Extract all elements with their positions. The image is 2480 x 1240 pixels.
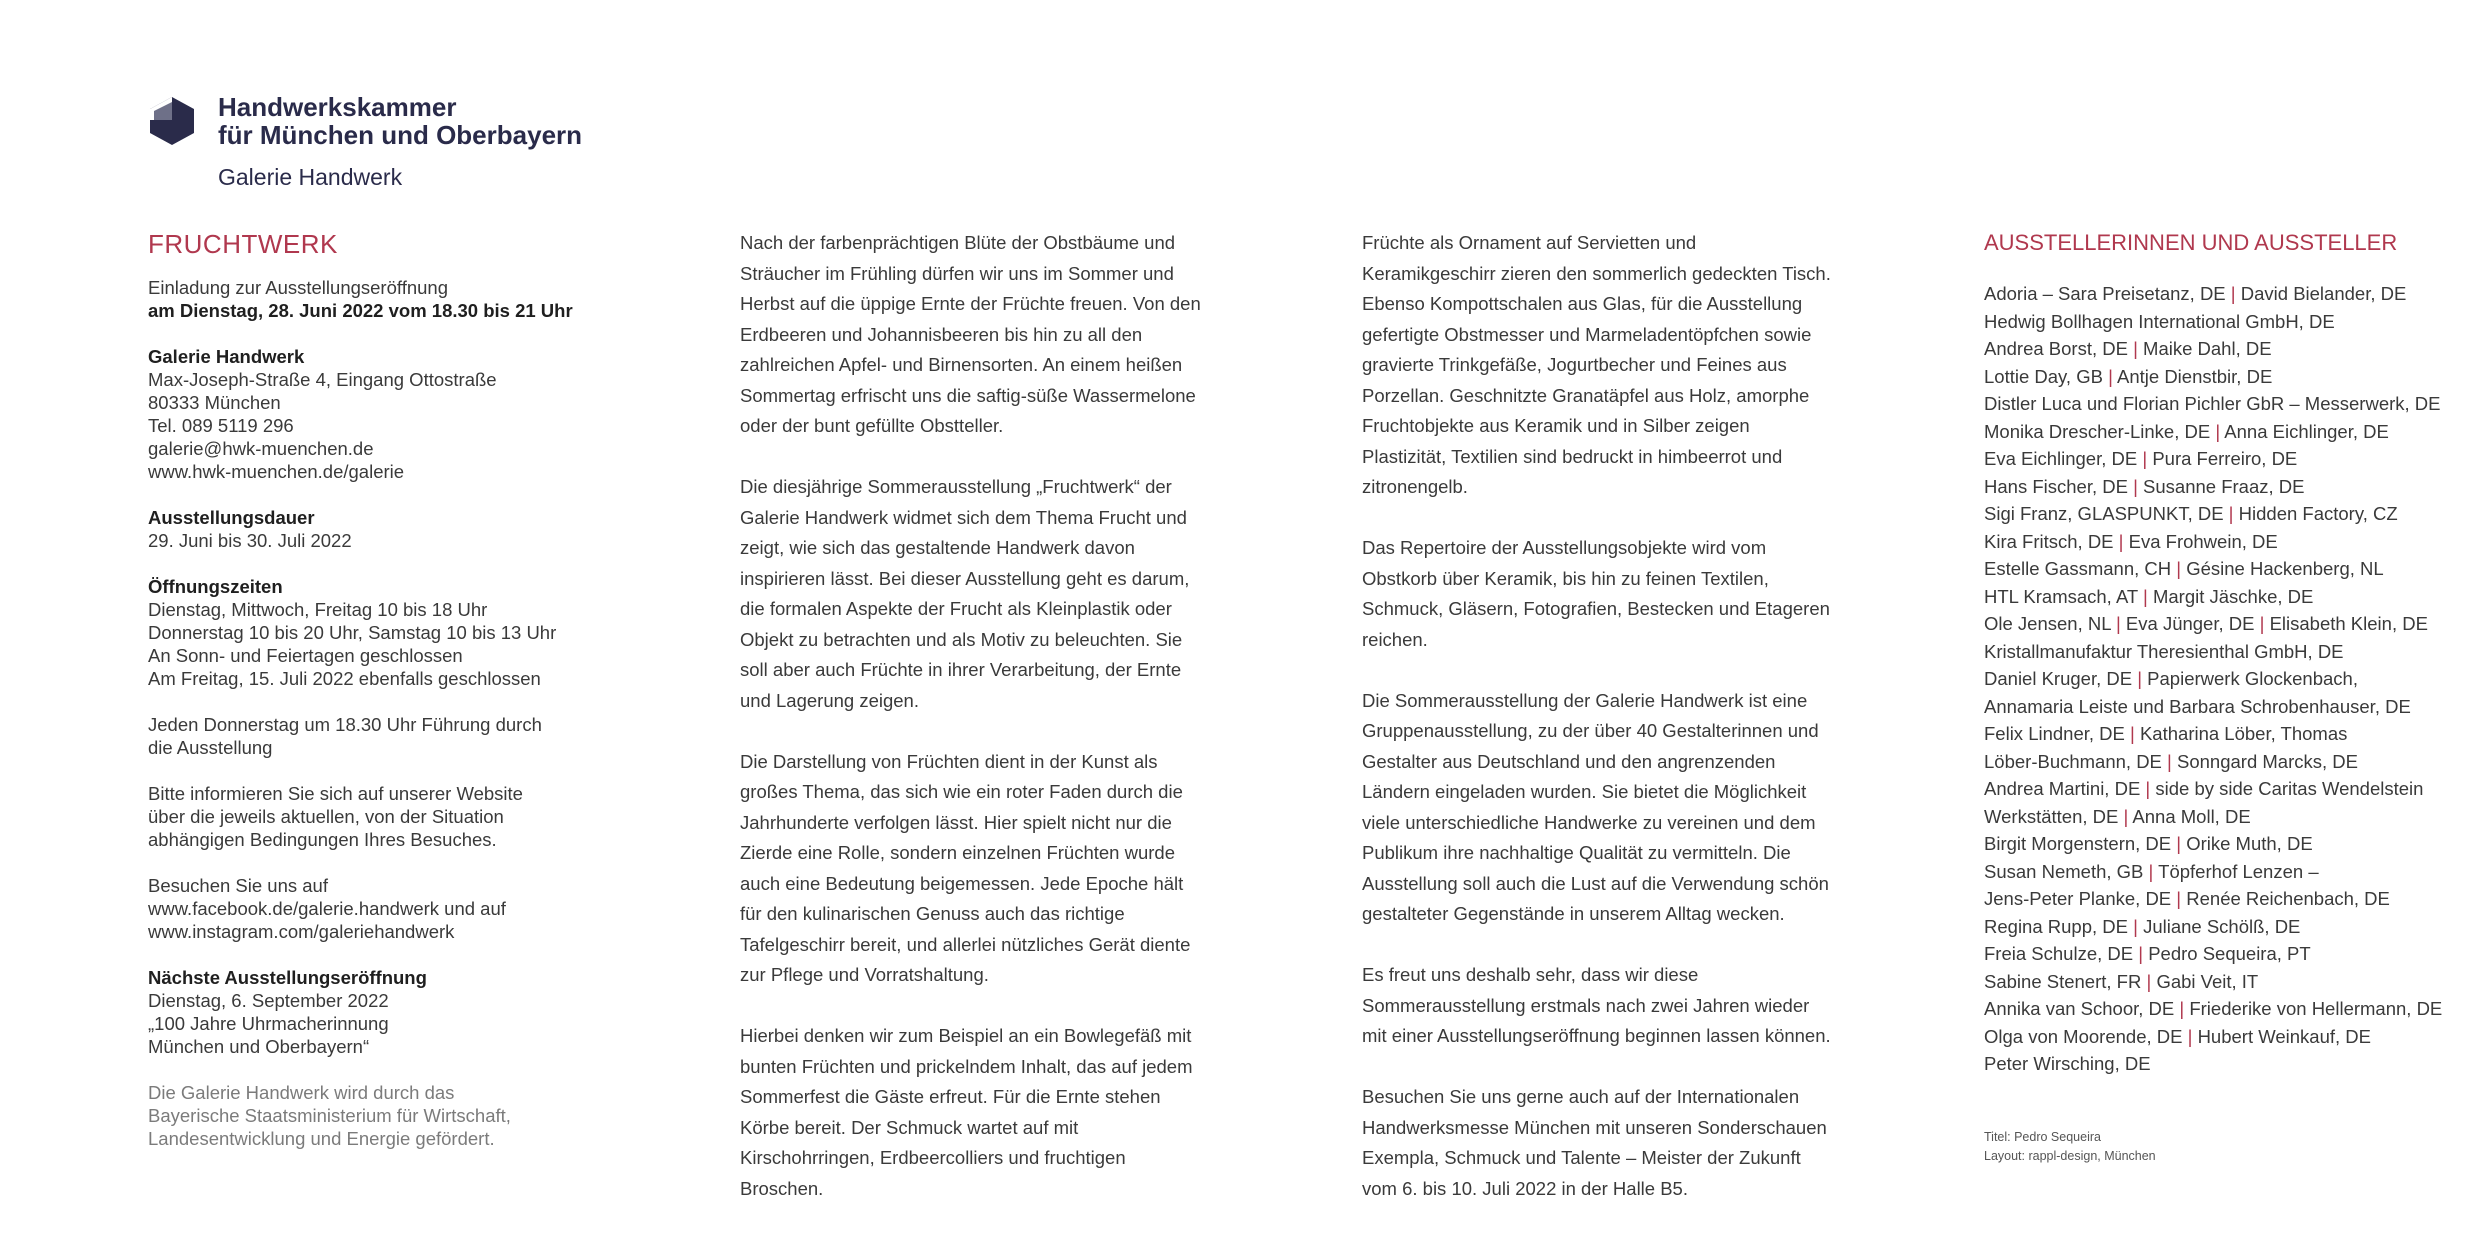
- exhibitor-line: [1984, 280, 2444, 308]
- exhibitor-name: Papierwerk Glockenbach,: [2147, 668, 2358, 689]
- exhibitor-line: [1984, 555, 2444, 583]
- exhibitor-line: [1984, 445, 2444, 473]
- separator: |: [2124, 723, 2140, 744]
- body-paragraph: Besuchen Sie uns gerne auch auf der Internationalen Handwerksmesse München mit unseren Sonderschauen Exempla, Schmuck und Talente – Meister der Zukunft vom 6. bis 10. Juli 2022 in der Halle B5.: [1362, 1086, 1827, 1199]
- tour-line: Jeden Donnerstag um 18.30 Uhr Führung durch: [148, 714, 542, 735]
- exhibitor-name: Elisabeth Klein, DE: [2269, 613, 2428, 634]
- body-paragraph: Früchte als Ornament auf Servietten und Keramikgeschirr zieren den sommerlich gedeckten Tisch. Ebenso Kompottschalen aus Glas, für die Ausstellung gefertigte Obstmesser und Marmeladentöpfchen sowie gravierte Trinkgefäße, Jogurtbecher und Feines aus Porzellan. Geschnitzte Granatäpfel aus Holz, amorphe Fruchtobjekte aus Keramik und in Silber zeigen Plastizität, Textilien sind bedruckt in himbeerrot und zitronengelb.: [1362, 232, 1831, 497]
- intro-text-column: [740, 228, 1210, 1235]
- separator: |: [2133, 943, 2149, 964]
- sponsor-line: Die Galerie Handwerk wird durch das: [148, 1082, 455, 1103]
- gallery-name: Galerie Handwerk: [218, 164, 403, 190]
- credit-line: Layout: rappl-design, München: [1984, 1149, 2156, 1163]
- body-paragraph: Das Repertoire der Ausstellungsobjekte wird vom Obstkorb über Keramik, bis hin zu feinen Textilen, Schmuck, Gläsern, Fotografien, Bestecken und Etageren reichen.: [1362, 537, 1830, 650]
- info-line: über die jeweils aktuellen, von der Situation: [148, 806, 504, 827]
- separator: |: [2132, 668, 2148, 689]
- separator: |: [2127, 338, 2144, 359]
- exhibitor-name: Andrea Martini, DE: [1984, 778, 2141, 799]
- exhibitor-line: [1984, 968, 2444, 996]
- venue-block: [148, 345, 568, 483]
- exhibitor-name: Margit Jäschke, DE: [2152, 585, 2314, 607]
- website: www.hwk-muenchen.de/galerie: [148, 461, 405, 482]
- exhibitor-line: [1984, 940, 2444, 968]
- hexagon-logo-icon: [148, 96, 196, 146]
- separator: |: [2225, 283, 2241, 304]
- exhibitor-name: side by side Caritas Wendelstein: [2155, 778, 2424, 799]
- phone: Tel. 089 5119 296: [148, 415, 294, 436]
- hours-line: Dienstag, Mittwoch, Freitag 10 bis 18 Uhr: [148, 599, 488, 620]
- exhibitor-name: Pura Ferreiro, DE: [2152, 448, 2298, 469]
- exhibitor-line: [1984, 830, 2444, 858]
- opening-date: am Dienstag, 28. Juni 2022 vom 18.30 bis 21 Uhr: [148, 300, 573, 321]
- exhibitor-name: Birgit Morgenstern, DE: [1984, 833, 2172, 854]
- exhibitor-line: [1984, 1050, 2444, 1078]
- separator: |: [2141, 970, 2157, 992]
- org-name-line1: Handwerkskammer: [218, 92, 457, 122]
- exhibitor-name: Gésine Hackenberg, NL: [2186, 558, 2384, 579]
- exhibitor-name: Juliane Schölß, DE: [2143, 915, 2301, 937]
- hours-line: Donnerstag 10 bis 20 Uhr, Samstag 10 bis 13 Uhr: [148, 622, 557, 643]
- exhibitor-line: [1984, 363, 2444, 391]
- exhibitor-name: Adoria – Sara Preisetanz, DE: [1984, 283, 2226, 304]
- exhibitor-name: Löber-Buchmann, DE: [1984, 750, 2162, 772]
- exhibitor-list: [1984, 280, 2444, 1078]
- exhibitor-name: Sigi Franz, GLASPUNKT, DE: [1984, 503, 2224, 524]
- exhibitor-name: Werkstätten, DE: [1984, 805, 2119, 827]
- exhibitor-name: Kira Fritsch, DE: [1984, 530, 2114, 552]
- body-paragraph: Es freut uns deshalb sehr, dass wir diese Sommerausstellung erstmals nach zwei Jahren wieder mit einer Ausstellungseröffnung beginnen lassen können.: [1362, 964, 1831, 1046]
- exhibitor-line: [1984, 913, 2444, 941]
- exhibitor-name: Sabine Stenert, FR: [1984, 970, 2142, 992]
- exhibitor-name: Felix Lindner, DE: [1984, 723, 2125, 744]
- body-paragraph: Die diesjährige Sommerausstellung „Fruchtwerk“ der Galerie Handwerk widmet sich dem Thema Frucht und zeigt, wie sich das gestaltende Handwerk davon inspirieren lässt. Bei dieser Ausstellung geht es darum, die formalen Aspekte der Frucht als Kleinplastik oder Objekt zu betrachten und als Motiv zu beleuchten. Sie soll aber auch Früchte in ihrer Verarbeitung, der Ernte und Lagerung zeigen.: [740, 476, 1190, 711]
- separator: |: [2102, 365, 2118, 387]
- exhibitor-line: [1984, 995, 2444, 1023]
- exhibitor-name: HTL Kramsach, AT: [1984, 585, 2138, 607]
- separator: |: [2127, 475, 2144, 497]
- sponsor-line: Bayerische Staatsministerium für Wirtschaft,: [148, 1105, 511, 1126]
- exhibitor-name: Pedro Sequeira, PT: [2148, 943, 2311, 964]
- exhibitor-line: [1984, 803, 2444, 831]
- body-paragraph: Die Sommerausstellung der Galerie Handwerk ist eine Gruppenausstellung, zu der über 40 Gestalterinnen und Gestalter aus Deutschland und den angrenzenden Ländern eingeladen wurden. Sie bietet die Möglichkeit viele unterschiedliche Handwerke zu vereinen und dem Publikum ihre nachhaltige Qualität zu vermitteln. Die Ausstellung soll auch die Lust auf die Verwendung schön gestalteter Gegenstände in unserem Alltag wecken.: [1362, 689, 1829, 924]
- exhibitor-name: Andrea Borst, DE: [1984, 338, 2128, 359]
- exhibitor-name: Susanne Fraaz, DE: [2143, 475, 2305, 497]
- separator: |: [2113, 530, 2129, 552]
- info-line: Bitte informieren Sie sich auf unserer Website: [148, 783, 523, 804]
- separator: |: [2210, 420, 2225, 442]
- exhibitor-line: [1984, 638, 2444, 666]
- email: galerie@hwk-muenchen.de: [148, 438, 374, 459]
- exhibitor-line: [1984, 720, 2444, 748]
- exhibitor-line: [1984, 693, 2444, 721]
- credit-line: Titel: Pedro Sequeira: [1984, 1130, 2101, 1144]
- body-paragraph: Die Darstellung von Früchten dient in der Kunst als großes Thema, das sich wie ein roter Faden durch die Jahrhunderte verfolgen lässt. Hier spielt nicht nur die Zierde eine Rolle, sondern einzelnen Früchten wurde auch eine Bedeutung beigemessen. Jede Epoche hält für den kulinarischen Genuss auch das richtige Tafelgeschirr bereit, und allerlei nützliches Gerät diente zur Pflege und Vorratshaltung.: [740, 750, 1191, 985]
- body-paragraph: Nach der farbenprächtigen Blüte der Obstbäume und Sträucher im Frühling dürfen wir uns im Sommer und Herbst auf die üppige Ernte der Früchte freuen. Von den Erdbeeren und Johannisbeeren bis hin zu all den zahlreichen Apfel- und Birnensorten. An einem heißen Sommertag erfrischt uns die saftig-süße Wassermelone oder der bunt gefüllte Obstteller.: [740, 232, 1201, 436]
- exhibitor-name: Eva Frohwein, DE: [2128, 530, 2278, 552]
- separator: |: [2174, 998, 2190, 1019]
- exhibitor-name: Regina Rupp, DE: [1984, 915, 2128, 937]
- exhibitor-line: [1984, 473, 2444, 501]
- separator: |: [2140, 778, 2156, 799]
- separator: |: [2161, 750, 2177, 772]
- invitation-column: [148, 228, 573, 1173]
- exhibitor-name: Hidden Factory, CZ: [2238, 503, 2398, 524]
- exhibitor-name: Monika Drescher-Linke, DE: [1984, 420, 2211, 442]
- exhibitor-line: [1984, 1023, 2444, 1051]
- exhibitor-name: Anna Eichlinger, DE: [2224, 420, 2389, 442]
- hours-line: An Sonn- und Feiertagen geschlossen: [148, 645, 463, 666]
- social-block: [148, 874, 568, 943]
- separator: |: [2118, 805, 2133, 827]
- exhibitor-line: [1984, 500, 2444, 528]
- next-line: München und Oberbayern“: [148, 1036, 370, 1057]
- exhibitor-name: Peter Wirsching, DE: [1984, 1053, 2151, 1074]
- tour-line: die Ausstellung: [148, 737, 273, 758]
- address-line: 80333 München: [148, 392, 281, 413]
- sponsor-line: Landesentwicklung und Energie gefördert.: [148, 1128, 495, 1149]
- exhibitor-name: Hans Fischer, DE: [1984, 475, 2128, 497]
- separator: |: [2182, 1025, 2198, 1047]
- venue-heading: Galerie Handwerk: [148, 346, 305, 367]
- credits: [1984, 1128, 2156, 1166]
- separator: |: [2127, 915, 2144, 937]
- exhibitors-column: [1984, 228, 2444, 1078]
- separator: |: [2110, 613, 2126, 634]
- social-line: Besuchen Sie uns auf: [148, 875, 328, 896]
- exhibitor-name: Friederike von Hellermann, DE: [2189, 998, 2443, 1019]
- exhibitor-name: Freia Schulze, DE: [1984, 943, 2134, 964]
- exhibitor-line: [1984, 528, 2444, 556]
- exhibitor-line: [1984, 885, 2444, 913]
- exhibitor-name: Maike Dahl, DE: [2143, 338, 2272, 359]
- detail-text-column: [1362, 228, 1832, 1235]
- separator: |: [2137, 448, 2153, 469]
- separator: |: [2171, 888, 2187, 909]
- separator: |: [2137, 585, 2153, 607]
- info-block: [148, 782, 568, 851]
- exhibitor-name: Lottie Day, GB: [1984, 365, 2103, 387]
- exhibitor-line: [1984, 418, 2444, 446]
- exhibition-title: FRUCHTWERK: [148, 229, 338, 259]
- exhibitor-name: Renée Reichenbach, DE: [2186, 888, 2390, 909]
- org-name-line2: für München und Oberbayern: [218, 120, 583, 150]
- duration-block: [148, 506, 568, 552]
- exhibitor-name: Ole Jensen, NL: [1984, 613, 2111, 634]
- exhibitor-name: Annika van Schoor, DE: [1984, 998, 2175, 1019]
- invite-text: Einladung zur Ausstellungseröffnung: [148, 277, 448, 298]
- facebook-link: www.facebook.de/galerie.handwerk und auf: [148, 898, 506, 919]
- exhibitor-name: Jens-Peter Planke, DE: [1984, 888, 2172, 909]
- separator: |: [2143, 860, 2159, 882]
- exhibitor-line: [1984, 858, 2444, 886]
- exhibitor-name: Katharina Löber, Thomas: [2139, 723, 2348, 744]
- exhibitor-name: Eva Jünger, DE: [2125, 613, 2255, 634]
- body-paragraph: Hierbei denken wir zum Beispiel an ein Bowlegefäß mit bunten Früchten und prickelndem Inhalt, das auf jedem Sommerfest die Gäste erfreut. Für die Ernte stehen Körbe bereit. Der Schmuck wartet auf mit Kirschohrringen, Erdbeercolliers und fruchtigen Broschen.: [740, 1025, 1193, 1199]
- invitation-block: [148, 276, 573, 322]
- hours-line: Am Freitag, 15. Juli 2022 ebenfalls geschlossen: [148, 668, 541, 689]
- exhibitor-name: Distler Luca und Florian Pichler GbR – Messerwerk, DE: [1984, 393, 2441, 414]
- exhibitor-name: Orike Muth, DE: [2186, 833, 2313, 854]
- exhibitor-line: [1984, 583, 2444, 611]
- exhibitor-name: Eva Eichlinger, DE: [1984, 448, 2138, 469]
- next-line: Dienstag, 6. September 2022: [148, 990, 389, 1011]
- exhibitor-line: [1984, 335, 2444, 363]
- next-line: „100 Jahre Uhrmacherinnung: [148, 1013, 389, 1034]
- instagram-link: www.instagram.com/galeriehandwerk: [148, 921, 455, 942]
- next-exhibition-block: [148, 966, 568, 1058]
- hours-block: [148, 575, 568, 690]
- exhibitor-name: Kristallmanufaktur Theresienthal GmbH, DE: [1984, 640, 2344, 662]
- separator: |: [2171, 833, 2187, 854]
- exhibitor-name: Töpferhof Lenzen –: [2158, 860, 2319, 882]
- info-line: abhängigen Bedingungen Ihres Besuches.: [148, 829, 497, 850]
- exhibitor-name: Sonngard Marcks, DE: [2177, 750, 2358, 772]
- sponsor-block: [148, 1081, 568, 1150]
- exhibitors-heading: AUSSTELLERINNEN UND AUSSTELLER: [1984, 230, 2398, 255]
- exhibitor-name: Antje Dienstbir, DE: [2117, 365, 2273, 387]
- address-line: Max-Joseph-Straße 4, Eingang Ottostraße: [148, 369, 497, 390]
- exhibitor-name: David Bielander, DE: [2240, 283, 2407, 304]
- separator: |: [2171, 558, 2187, 579]
- exhibitor-name: Susan Nemeth, GB: [1984, 860, 2144, 882]
- exhibitor-name: Olga von Moorende, DE: [1984, 1025, 2183, 1047]
- duration-text: 29. Juni bis 30. Juli 2022: [148, 530, 352, 551]
- exhibitor-name: Annamaria Leiste und Barbara Schrobenhauser, DE: [1984, 695, 2411, 717]
- exhibitor-name: Estelle Gassmann, CH: [1984, 558, 2172, 579]
- exhibitor-line: [1984, 775, 2444, 803]
- separator: |: [2254, 613, 2270, 634]
- exhibitor-line: [1984, 665, 2444, 693]
- tour-block: [148, 713, 568, 759]
- next-heading: Nächste Ausstellungseröffnung: [148, 967, 427, 988]
- duration-heading: Ausstellungsdauer: [148, 507, 315, 528]
- exhibitor-line: [1984, 610, 2444, 638]
- exhibitor-line: [1984, 308, 2444, 336]
- separator: |: [2223, 503, 2239, 524]
- exhibitor-name: Daniel Kruger, DE: [1984, 668, 2133, 689]
- exhibitor-name: Gabi Veit, IT: [2156, 970, 2259, 992]
- exhibitor-name: Anna Moll, DE: [2132, 805, 2251, 827]
- exhibitor-line: [1984, 390, 2444, 418]
- exhibitor-name: Hedwig Bollhagen International GmbH, DE: [1984, 310, 2335, 332]
- exhibitor-line: [1984, 748, 2444, 776]
- hours-heading: Öffnungszeiten: [148, 576, 283, 597]
- exhibitor-name: Hubert Weinkauf, DE: [2197, 1025, 2371, 1047]
